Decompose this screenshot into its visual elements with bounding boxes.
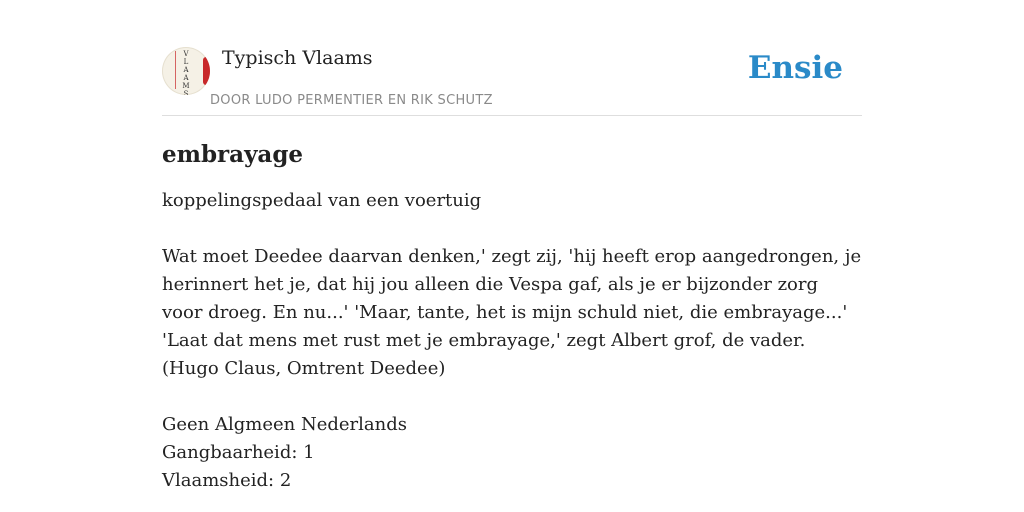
entry-meta-line: Vlaamsheid: 2 bbox=[162, 470, 292, 491]
entry-body bbox=[162, 187, 862, 495]
entry-meta-line: Geen Algmeen Nederlands bbox=[162, 414, 407, 435]
cover-letter: S bbox=[183, 90, 189, 95]
entry-meta-line: Gangbaarheid: 1 bbox=[162, 442, 315, 463]
entry-definition: koppelingspedaal van een voertuig bbox=[162, 190, 482, 211]
ensie-logo[interactable]: Ensie bbox=[747, 50, 843, 86]
book-authors: DOOR LUDO PERMENTIER EN RIK SCHUTZ bbox=[210, 93, 493, 108]
cover-letter: V bbox=[183, 50, 189, 58]
cover-red-edge bbox=[203, 57, 210, 85]
cover-letter: A bbox=[183, 66, 189, 74]
book-title-link[interactable]: Typisch Vlaams bbox=[222, 47, 373, 69]
entry-quote: Wat moet Deedee daarvan denken,' zegt zij, 'hij heeft erop aangedrongen, je herinnert het je, dat hij jou alleen die Vespa gaf, als je er bijzonder zorg voor droeg. En nu...' 'Maar, tante, het is mijn schuld niet, die embrayage...' 'Laat dat mens met rust met je embrayage,' zegt Albert grof, de vader. bbox=[162, 246, 862, 351]
cover-letter: A bbox=[183, 74, 189, 82]
header bbox=[162, 40, 862, 116]
cover-red-line bbox=[175, 51, 176, 89]
entry-content bbox=[162, 140, 862, 495]
entry-source: (Hugo Claus, Omtrent Deedee) bbox=[162, 358, 446, 379]
book-cover-avatar[interactable] bbox=[162, 47, 210, 95]
entry-term: embrayage bbox=[162, 141, 304, 168]
cover-letter: M bbox=[182, 82, 190, 90]
cover-letter: L bbox=[183, 58, 189, 66]
cover-letters bbox=[179, 50, 193, 95]
